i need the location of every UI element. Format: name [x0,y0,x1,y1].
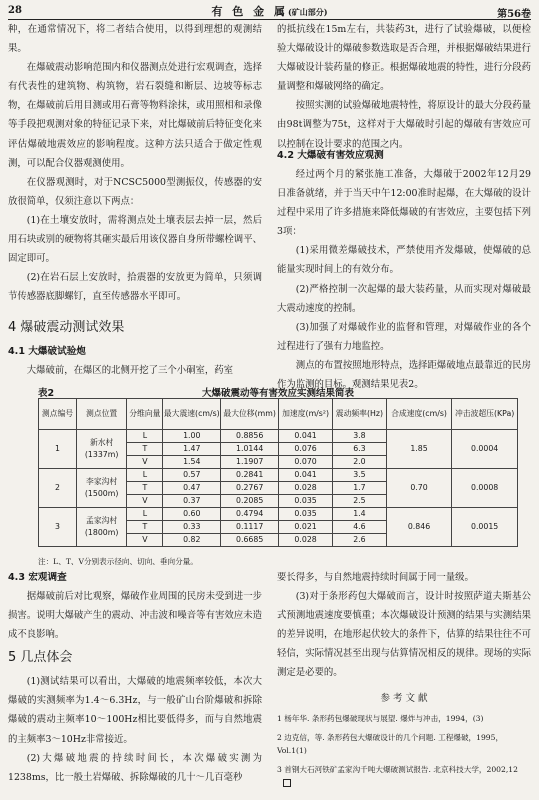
left-section-4 [8,314,262,380]
table-header-cell: 加速度(m/s²) [279,399,333,430]
table-cell: 0.70 [386,469,452,508]
table-cell: 1.1907 [221,456,279,469]
table-cell: 6.3 [333,443,387,456]
results-table [38,398,518,547]
left-column-bottom [8,568,262,787]
table-cell: 0.0015 [452,508,518,547]
right-mid-paragraph-5: 测点的布置按照地形特点，选择距爆破地点最靠近的民房作为监测的目标。观测结果见表2。 [277,359,531,391]
table-cell: 0.57 [163,469,221,482]
table-cell: 新水村(1337m) [76,430,126,469]
table-label: 表2 [38,388,55,399]
table-cell: 1.7 [333,482,387,495]
table-cell: 4.6 [333,521,387,534]
table-cell: 0.021 [279,521,333,534]
table-cell: 2 [39,469,77,508]
left-paragraph-4: (1)在土壤安放时，需将测点处土壤表层去掉一层，然后用石块或别的硬物将其砸实最后用该仪器自身所带螺栓调平、固定即可。 [8,214,262,265]
table-cell: 1.85 [386,430,452,469]
table-header-cell: 冲击波超压(KPa) [452,399,518,430]
table-cell: 2.5 [333,495,387,508]
table-cell: 李家沟村(1500m) [76,469,126,508]
table-row [39,508,518,521]
table-cell: 1.54 [163,456,221,469]
table-header-cell: 测点编号 [39,399,77,430]
table-header-cell: 震动频率(Hz) [333,399,387,430]
section-4-2-heading: 4.2 大爆破有害效应观测 [277,150,384,161]
right-mid-paragraph-2: (1)采用微差爆破技术，严禁使用齐发爆破，使爆破的总能量实现时间上的有效分布。 [277,245,531,276]
table-cell: 0.0008 [452,469,518,508]
left-paragraph-5: (2)在岩石层上安放时，拾震器的安放更为简单，只须调节传感器底脚螺钉，直至传感器水平即可。 [8,272,262,303]
table-cell: 0.1117 [221,521,279,534]
table-cell: V [127,495,163,508]
right-column-top [277,20,531,154]
table-cell: 0.33 [163,521,221,534]
table-cell: 0.041 [279,430,333,443]
end-mark-icon [283,779,291,787]
table-cell: 1.00 [163,430,221,443]
left-column-top [8,20,262,306]
left-paragraph-2: 在爆破震动影响范围内和仪器测点处进行宏观调查，选择有代表性的建筑物、构筑物，岩石裂缝和断层、边坡等标志物，在爆破前后用目测或用石膏等物料涂抹，或用照相和录像等手段把观测对象的特征记录下来，对比爆破前后特征变化来评估爆破地震效应的影响程度。这种方法只适合于做定性观测，可以配合仪器观测使用。 [8,62,262,169]
table-cell: 孟家沟村(1800m) [76,508,126,547]
section-4-3-text: 据爆破前后对比观察，爆破作业周围的民房未受到进一步损害。说明大爆破产生的震动、冲击波和噪音等有害效应未造成不良影响。 [8,591,262,641]
left-paragraph-3: 在仪器观测时，对于NCSC5000型测振仪，传感器的安放很简单，仅须注意以下两点： [8,176,262,207]
table-cell: 2.6 [333,534,387,547]
right-bottom-paragraph-2: (3)对于条形药包大爆破而言，设计时按照萨道夫斯基公式预测地震速度要慎重；本次爆破设计预测的结果与实测结果的差异说明，在地形起伏较大的条件下，估算的结果往往不可轻信，实际情况甚至出现与估算情况相反的规律。现场的实际测定是必要的。 [277,591,531,679]
volume-label: 第56卷 [497,9,531,20]
table-title: 大爆破震动等有害效应实测结果简表 [201,388,354,399]
table-cell: 0.6685 [221,534,279,547]
table-cell: 0.028 [279,482,333,495]
table-cell: L [127,469,163,482]
table-header-cell: 最大位移(mm) [221,399,279,430]
table-cell: T [127,443,163,456]
table-cell: 0.028 [279,534,333,547]
table-row [39,469,518,482]
table-cell: L [127,430,163,443]
reference-item: 2 边克信，等. 条形药包大爆破设计的几个问题. 工程爆破，1995，Vol.1(1) [277,732,504,755]
right-section-4-2 [277,146,531,394]
table-cell: 0.035 [279,508,333,521]
table-cell: 0.4794 [221,508,279,521]
page-header [8,3,531,19]
table-cell: 0.846 [386,508,452,547]
table-cell: V [127,534,163,547]
table-cell: 0.2085 [221,495,279,508]
table-cell: 3.8 [333,430,387,443]
section-4-1-heading: 4.1 大爆破试验炮 [8,346,86,357]
table-cell: 0.60 [163,508,221,521]
table-cell: 1 [39,430,77,469]
table-header-cell: 分维向量 [127,399,163,430]
table-row [39,430,518,443]
references-heading: 参 考 文 献 [380,692,428,704]
section-4-1-text: 大爆破前，在爆区的北侧开挖了三个小硐室，药室 [26,365,234,376]
table-cell: 0.47 [163,482,221,495]
table-cell: 0.2841 [221,469,279,482]
table-cell: 0.070 [279,456,333,469]
table-cell: 1.47 [163,443,221,456]
table-cell: 0.2767 [221,482,279,495]
right-mid-paragraph-3: (2)严格控制一次起爆的最大装药量，从而实现对爆破最大震动速度的控制。 [277,283,531,314]
table-cell: 0.82 [163,534,221,547]
right-mid-paragraph-4: (3)加强了对爆破作业的监督和管理，对爆破作业的各个过程进行了强有力地监控。 [277,321,531,352]
section-4-3-heading: 4.3 宏观调查 [8,572,67,583]
right-paragraph-2: 按照实测的试验爆破地震特性，将原设计的最大分段药量由98t调整为75t，这样对于大爆破时引起的爆破有害效应可以控制在设计要求的范围之内。 [277,100,531,150]
section-5-heading: 5 几点体会 [8,650,73,666]
right-mid-paragraph-1: 经过两个月的紧张施工准备，大爆破于2002年12月29日准备就绪，并于当天中午12:00准时起爆，在大爆破的设计过程中采用了许多措施来降低爆破的有害效应，主要包括下列3项： [277,169,531,238]
table-cell: 0.035 [279,495,333,508]
table-cell: 3.5 [333,469,387,482]
right-paragraph-1: 的抵抗线在15m左右，共装药3t，进行了试验爆破，以便检验大爆破设计的爆破参数选取是否合理，并根据爆破结果进行大爆破设计装药量的修正。根据爆破地震的特性，进行分段药量调整和爆破网络的确定。 [277,24,531,93]
page-number: 28 [8,5,22,16]
journal-title: 有 色 金 属(矿山部分) [211,5,328,18]
table-note: 注：L、T、V分别表示径向、切向、垂向分量。 [38,557,198,566]
right-column-bottom [277,568,531,795]
table-cell: 0.041 [279,469,333,482]
table-cell: 0.0004 [452,430,518,469]
section-5-para-1: (1)测试结果可以看出，大爆破的地震频率较低，本次大爆破的实测频率为1.4～6.3Hz，与一般矿山台阶爆破和拆除爆破的震动主频率10～100Hz相比要低得多，而与自然地震的主频率3～10Hz非常接近。 [8,676,262,745]
table-header-cell: 合成速度(cm/s) [386,399,452,430]
reference-item: 3 首钢大石河铁矿孟家沟千吨大爆破测试报告. 北京科技大学，2002,12 [277,763,531,789]
reference-item: 1 杨年华. 条形药包爆破现状与展望. 爆炸与冲击，1994，(3) [277,713,484,723]
table-cell: 3 [39,508,77,547]
section-4-heading: 4 爆破震动测试效果 [8,320,125,335]
table-cell: 0.37 [163,495,221,508]
right-bottom-paragraph-1: 要长得多，与自然地震持续时间属于同一量级。 [277,572,474,583]
table-cell: 0.076 [279,443,333,456]
table-cell: 1.4 [333,508,387,521]
table-cell: L [127,508,163,521]
section-5-para-2: (2)大爆破地震的持续时间长，本次爆破实测为1238ms，比一般土岩爆破、拆除爆破的几十～几百毫秒 [8,752,262,783]
table-cell: T [127,521,163,534]
table-cell: V [127,456,163,469]
table-cell: 1.0144 [221,443,279,456]
table-cell: 2.0 [333,456,387,469]
table-cell: T [127,482,163,495]
table-header-cell: 最大震速(cm/s) [163,399,221,430]
references-list [277,712,531,789]
left-paragraph-1: 种，在通常情况下，将二者结合使用，以得到理想的观测结果。 [8,24,262,55]
table-cell: 0.8856 [221,430,279,443]
table-header-cell: 测点位置 [76,399,126,430]
